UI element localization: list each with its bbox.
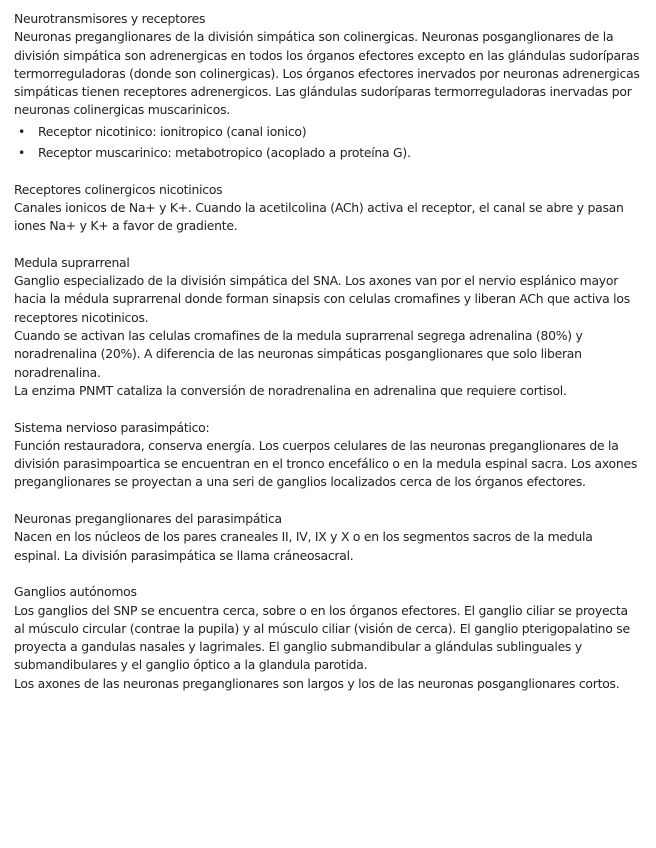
section-medula-suprarrenal: [14, 254, 642, 400]
bullet-icon: •: [18, 145, 26, 161]
list-item-text: Receptor muscarinico: metabotropico (acoplado a proteína G).: [38, 145, 411, 161]
section-title: Receptores colinergicos nicotinicos: [14, 181, 223, 197]
paragraph: Nacen en los núcleos de los pares craneales II, IV, IX y X o en los segmentos sacros de la medula espinal. La división parasimpática se llama cráneosacral.: [14, 529, 593, 563]
section-title: Ganglios autónomos: [14, 584, 137, 600]
section-title: Sistema nervioso parasimpático:: [14, 419, 210, 435]
section-neuronas-preganglionares: [14, 510, 642, 565]
list-item-text: Receptor nicotinico: ionitropico (canal ionico): [38, 123, 307, 139]
paragraph: La enzima PNMT cataliza la conversión de noradrenalina en adrenalina que requiere cortisol.: [14, 382, 567, 398]
document-page: [14, 10, 642, 693]
section-title: Neuronas preganglionares del parasimpática: [14, 511, 282, 527]
paragraph: Los ganglios del SNP se encuentra cerca, sobre o en los órganos efectores. El ganglio ciliar se proyecta al músculo circular (contrae la pupila) y al músculo ciliar (visión de cerca). El ganglio pterigopalatino se proyecta a gandulas nasales y lagrimales. El ganglio submandibular a glándulas sublinguales y submandibulares y el ganglio óptico a la glandula parotida.: [14, 602, 630, 673]
paragraph: Canales ionicos de Na+ y K+. Cuando la acetilcolina (ACh) activa el receptor, el canal se abre y pasan iones Na+ y K+ a favor de gradiente.: [14, 199, 624, 234]
bullet-icon: •: [18, 123, 26, 139]
section-neurotransmisores: [14, 10, 642, 162]
section-ganglios-autonomos: [14, 583, 642, 693]
section-title: Medula suprarrenal: [14, 254, 130, 270]
paragraph: Neuronas preganglionares de la división simpática son colinergicas. Neuronas posganglionares de la división simpática son adrenergicas en todos los órganos efectores excepto en las glándulas sudoríparas termorreguladoras (donde son colinergicas). Los órganos efectores inervados por neuronas adrenergicas simpáticas tienen receptores adrenergicos. Las glándulas sudoríparas termorreguladoras inervadas por neuronas colinergicas muscarinicos.: [14, 29, 640, 118]
paragraph: Ganglio especializado de la división simpática del SNA. Los axones van por el nervio esplánico mayor hacia la médula suprarrenal donde forman sinapsis con celulas cromafines y liberan ACh que activa los receptores nicotinicos.: [14, 273, 630, 325]
paragraph: Los axones de las neuronas preganglionares son largos y los de las neuronas posganglionares cortos.: [14, 675, 620, 691]
section-parasimpatico: [14, 419, 642, 492]
paragraph: Función restauradora, conserva energía. Los cuerpos celulares de las neuronas preganglionares de la división parasimpoartica se encuentran en el tronco encefálico o en la medula espinal sacra. Los axones preganglionares se proyectan a una seri de ganglios localizados cerca de los órganos efectores.: [14, 437, 638, 490]
section-receptores-nicotinicos: [14, 181, 642, 236]
list-item: [14, 123, 642, 141]
list-item: [14, 144, 642, 162]
bullet-list: [14, 123, 642, 163]
section-title: Neurotransmisores y receptores: [14, 11, 206, 26]
paragraph: Cuando se activan las celulas cromafines de la medula suprarrenal segrega adrenalina (80%) y noradrenalina (20%). A diferencia de las neuronas simpáticas posganglionares que solo liberan noradrenalina.: [14, 328, 583, 380]
